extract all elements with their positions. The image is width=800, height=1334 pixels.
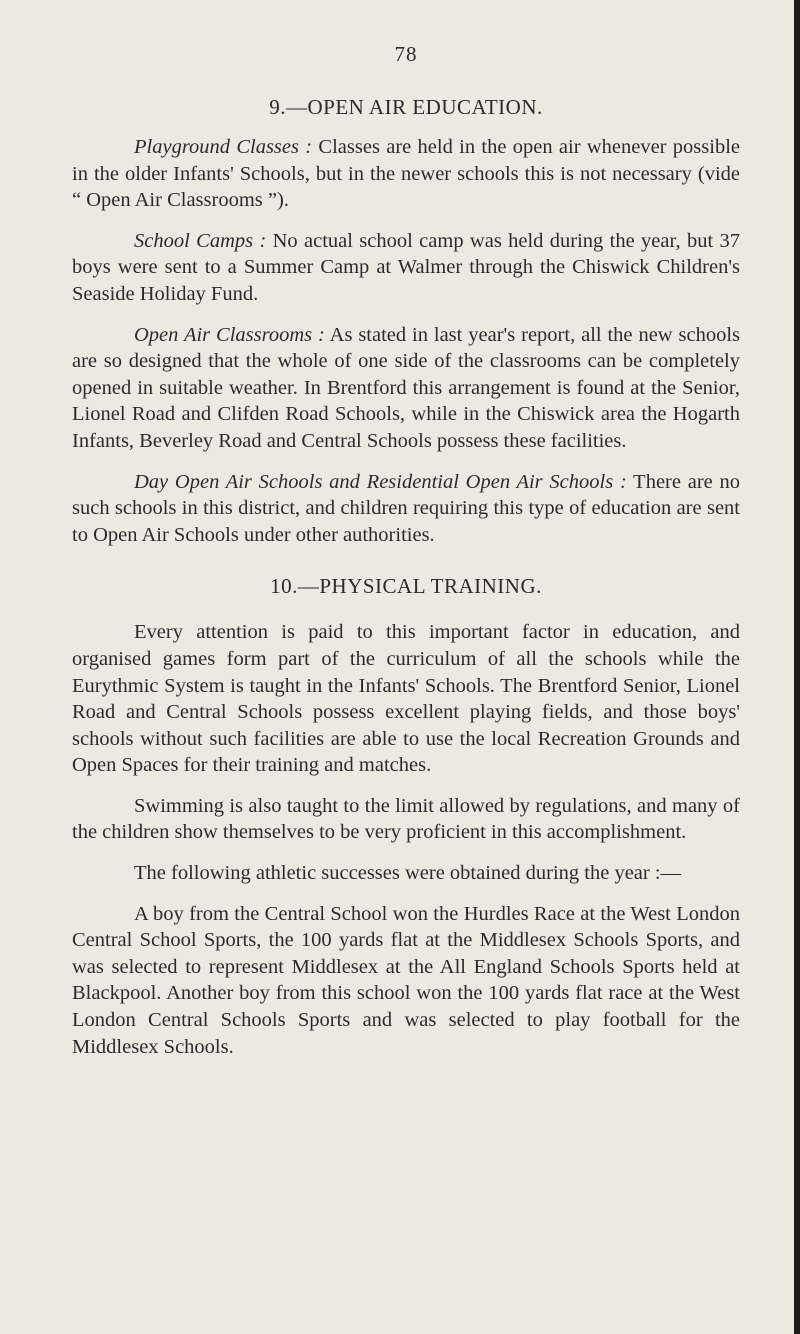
paragraph-text: There are no such schools in this district, and children requiring this type of education are sent to Open Air Schools under other authorities. [72,470,741,546]
paragraph-lead: School Camps : [134,229,267,252]
scan-edge-bar [794,0,800,1334]
paragraph-text: Swimming is also taught to the limit allowed by regulations, and many of the children show themselves to be very proficient in this accomplishment. [72,794,740,844]
paragraph-lead: Open Air Classrooms : [134,323,325,346]
paragraph-school-camps [72,228,740,308]
paragraph-text: Every attention is paid to this important factor in education, and organised games form part of the curriculum of all the schools while the Eurythmic System is taught in the Infants' Schools. The Brentford Senior, Lionel Road and Central Schools possess excellent playing fields, and those boys' schools without such facilities are able to use the local Recreation Grounds and Open Spaces for their training and matches. [72,621,740,777]
paragraph-lead: Day Open Air Schools and Residential Open Air Schools : [134,470,627,493]
paragraph-every-attention [72,619,740,779]
paragraph-text: No actual school camp was held during the year, but 37 boys were sent to a Summer Camp at Walmer through the Chiswick Children's Seaside Holiday Fund. [72,229,740,305]
section-heading: 9.—OPEN AIR EDUCATION. [269,95,543,119]
document-page [72,42,740,1074]
paragraph-open-air-classrooms [72,322,740,455]
page-number: 78 [394,42,418,66]
section-physical-training [72,574,740,1060]
paragraph-text: Classes are held in the open air whenever possible in the older Infants' Schools, but in the newer schools this is not necessary (vide “ Open Air Classrooms ”). [72,136,741,212]
paragraph-playground-classes [72,134,740,214]
paragraph-text: A boy from the Central School won the Hurdles Race at the West London Central School Sports, the 100 yards flat at the Middlesex Schools Sports, and was selected to represent Middlesex at the All England Schools Sports held at Blackpool. Another boy from this school won the 100 yards flat race at the West London Central Schools Sports and was selected to play football for the Middlesex Schools. [72,902,740,1058]
paragraph-lead: Playground Classes : [134,136,313,158]
paragraph-athletic-successes [72,860,740,887]
section-heading: 10.—PHYSICAL TRAINING. [270,574,542,599]
paragraph-day-open-air-schools [72,469,740,549]
section-open-air-education [72,95,740,548]
paragraph-text: The following athletic successes were obtained during the year :— [134,862,682,885]
paragraph-swimming [72,793,740,846]
paragraph-central-school-boy [72,901,740,1061]
paragraph-text: As stated in last year's report, all the new schools are so designed that the whole of one side of the classrooms can be completely opened in suitable weather. In Brentford this arrangement is found at the Senior, Lionel Road and Clifden Road Schools, while in the Chiswick area the Hogarth Infants, Beverley Road and Central Schools possess these facilities. [72,323,740,452]
